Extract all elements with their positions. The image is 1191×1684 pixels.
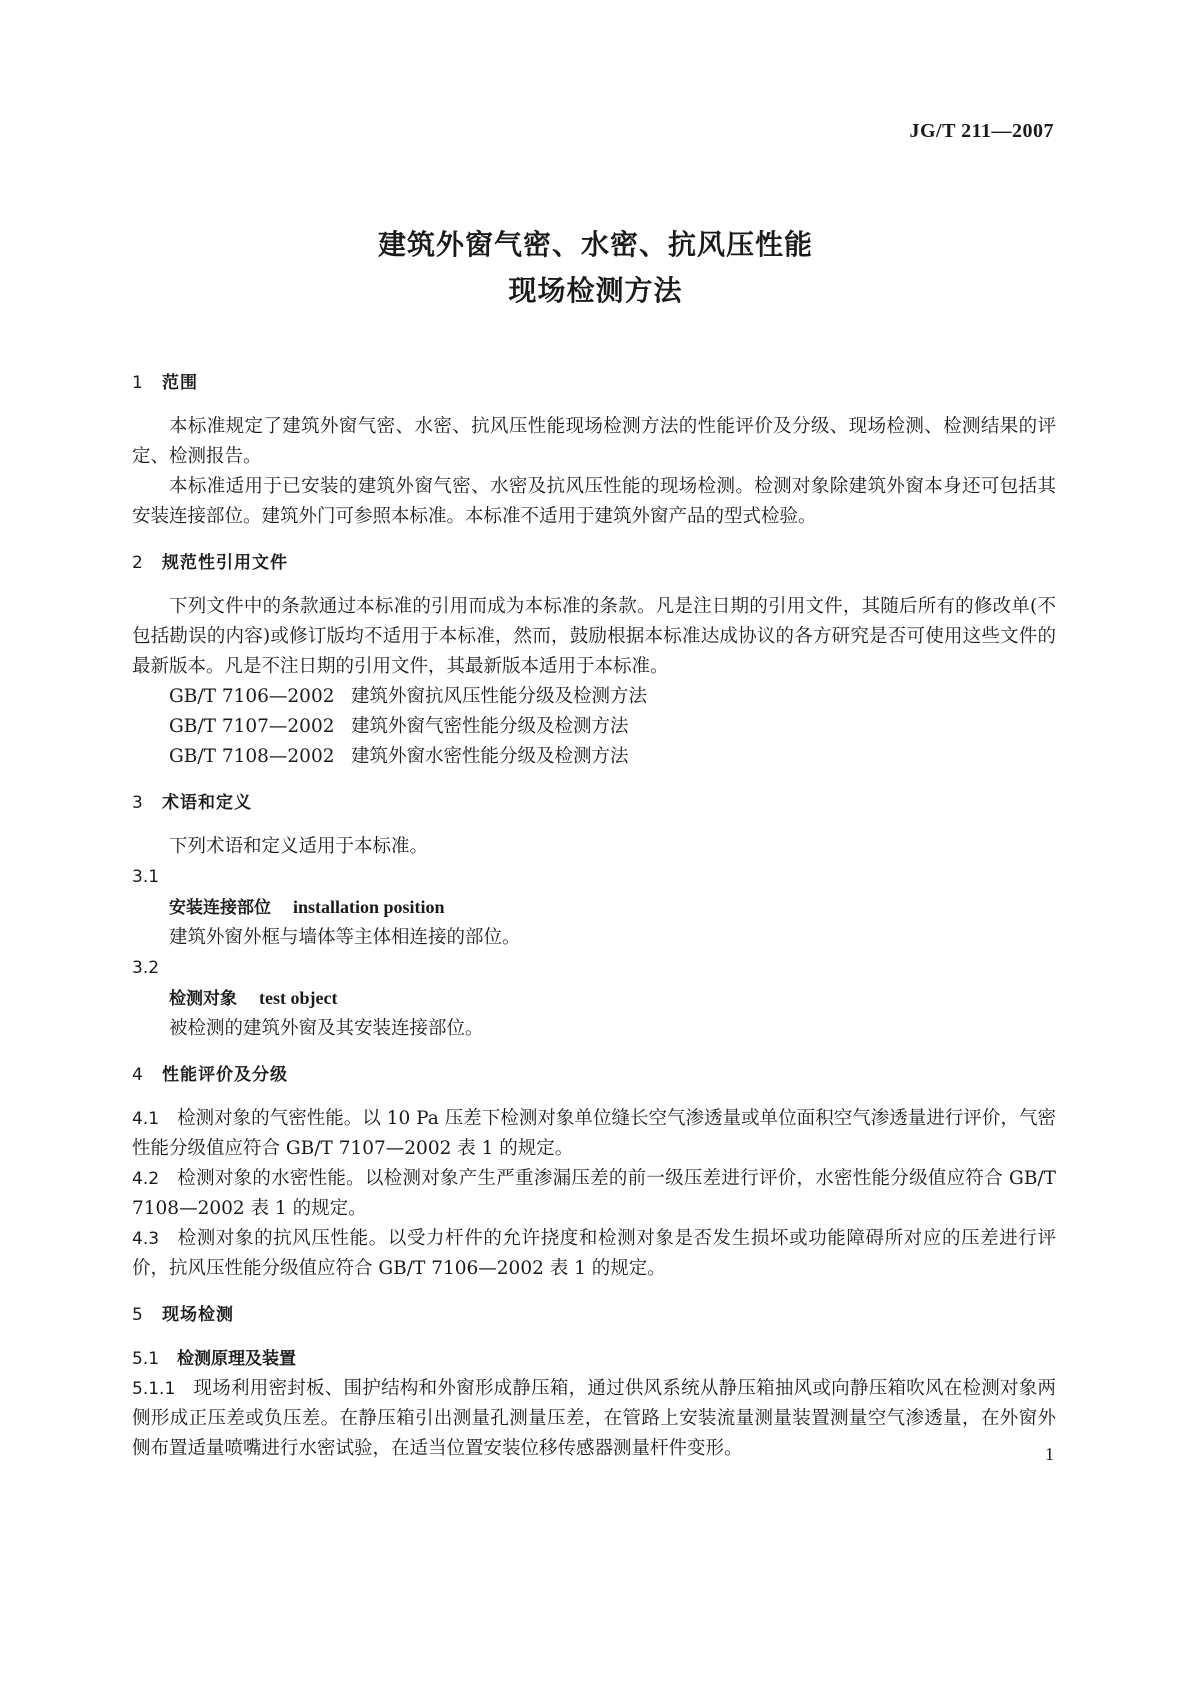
clause bbox=[132, 1104, 1056, 1164]
reference-title: 建筑外窗抗风压性能分级及检测方法 bbox=[351, 686, 648, 707]
term-en: test object bbox=[259, 988, 338, 1008]
page-number: 1 bbox=[1045, 1444, 1054, 1464]
section-heading-4 bbox=[132, 1060, 1056, 1090]
section-heading-5 bbox=[132, 1300, 1056, 1330]
section-number: 5 bbox=[132, 1305, 144, 1325]
section-number: 2 bbox=[132, 553, 144, 573]
term-zh: 检测对象 bbox=[169, 989, 237, 1009]
clause-number: 4.3 bbox=[132, 1229, 160, 1249]
clause bbox=[132, 1224, 1056, 1284]
clause bbox=[132, 1374, 1056, 1464]
clause-number: 5.1.1 bbox=[132, 1379, 176, 1399]
document-title bbox=[0, 222, 1191, 314]
subsection-heading bbox=[132, 1344, 1056, 1374]
subsection-number: 5.1 bbox=[132, 1349, 160, 1369]
reference-code: GB/T 7106—2002 bbox=[169, 686, 335, 707]
reference-code: GB/T 7107—2002 bbox=[169, 716, 335, 737]
term-en: installation position bbox=[293, 897, 445, 917]
section-number: 1 bbox=[132, 373, 144, 393]
paragraph: 本标准规定了建筑外窗气密、水密、抗风压性能现场检测方法的性能评价及分级、现场检测、检测结果的评定、检测报告。 bbox=[132, 416, 1056, 467]
clause-text: 现场利用密封板、围护结构和外窗形成静压箱，通过供风系统从静压箱抽风或向静压箱吹风在检测对象两侧形成正压差或负压差。在静压箱引出测量孔测量压差，在管路上安装流量测量装置测量空气渗透量，在外窗外侧布置适量喷嘴进行水密试验，在适当位置安装位移传感器测量杆件变形。 bbox=[132, 1378, 1056, 1459]
term-number: 3.1 bbox=[132, 867, 160, 887]
section-title: 规范性引用文件 bbox=[162, 553, 288, 573]
clause bbox=[132, 1164, 1056, 1224]
clause-number: 4.2 bbox=[132, 1169, 160, 1189]
clause-text: 检测对象的水密性能。以检测对象产生严重渗漏压差的前一级压差进行评价，水密性能分级值应符合 GB/T 7108—2002 表 1 的规定。 bbox=[132, 1168, 1056, 1219]
document-body bbox=[132, 368, 1056, 1464]
reference-title: 建筑外窗气密性能分级及检测方法 bbox=[351, 716, 629, 737]
paragraph: 下列文件中的条款通过本标准的引用而成为本标准的条款。凡是注日期的引用文件，其随后所有的修改单(不包括勘误的内容)或修订版均不适用于本标准，然而，鼓励根据本标准达成协议的各方研究是否可使用这些文件的最新版本。凡是不注日期的引用文件，其最新版本适用于本标准。 bbox=[132, 596, 1056, 677]
paragraph: 下列术语和定义适用于本标准。 bbox=[169, 836, 429, 857]
clause-text: 检测对象的气密性能。以 10 Pa 压差下检测对象单位缝长空气渗透量或单位面积空气渗透量进行评价，气密性能分级值应符合 GB/T 7107—2002 表 1 的规定。 bbox=[132, 1108, 1056, 1159]
section-number: 3 bbox=[132, 793, 144, 813]
term-entry bbox=[132, 983, 1056, 1014]
section-heading-3 bbox=[132, 788, 1056, 818]
term-definition: 建筑外窗外框与墙体等主体相连接的部位。 bbox=[169, 927, 521, 948]
term-definition: 被检测的建筑外窗及其安装连接部位。 bbox=[169, 1018, 484, 1039]
term-zh: 安装连接部位 bbox=[169, 898, 271, 918]
normative-reference bbox=[132, 712, 1056, 742]
normative-reference bbox=[132, 682, 1056, 712]
section-title: 现场检测 bbox=[162, 1305, 234, 1325]
reference-title: 建筑外窗水密性能分级及检测方法 bbox=[351, 746, 629, 767]
section-title: 范围 bbox=[162, 373, 198, 393]
term-number: 3.2 bbox=[132, 958, 160, 978]
term-entry bbox=[132, 892, 1056, 923]
normative-reference bbox=[132, 742, 1056, 772]
section-number: 4 bbox=[132, 1065, 144, 1085]
standard-code: JG/T 211—2007 bbox=[909, 120, 1054, 142]
section-heading-2 bbox=[132, 548, 1056, 578]
section-title: 性能评价及分级 bbox=[162, 1065, 288, 1085]
title-line-1: 建筑外窗气密、水密、抗风压性能 bbox=[377, 228, 813, 261]
section-title: 术语和定义 bbox=[162, 793, 252, 813]
section-heading-1 bbox=[132, 368, 1056, 398]
subsection-title: 检测原理及装置 bbox=[177, 1349, 297, 1369]
clause-number: 4.1 bbox=[132, 1109, 160, 1129]
paragraph: 本标准适用于已安装的建筑外窗气密、水密及抗风压性能的现场检测。检测对象除建筑外窗本身还可包括其安装连接部位。建筑外门可参照本标准。本标准不适用于建筑外窗产品的型式检验。 bbox=[132, 476, 1056, 527]
title-line-2: 现场检测方法 bbox=[508, 274, 683, 307]
clause-text: 检测对象的抗风压性能。以受力杆件的允许挠度和检测对象是否发生损坏或功能障碍所对应的压差进行评价，抗风压性能分级值应符合 GB/T 7106—2002 表 1 的规定。 bbox=[132, 1228, 1056, 1279]
reference-code: GB/T 7108—2002 bbox=[169, 746, 335, 767]
